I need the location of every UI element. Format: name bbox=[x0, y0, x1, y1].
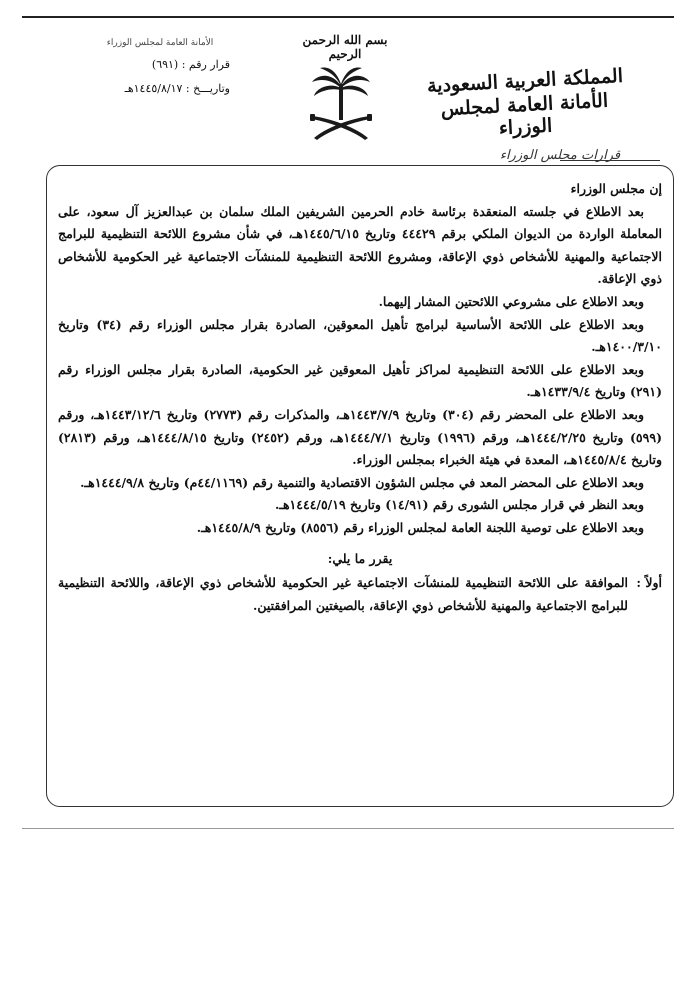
top-rule bbox=[22, 16, 674, 18]
item-text: الموافقة على اللائحة التنظيمية للمنشآت الاجتماعية غير الحكومية للأشخاص ذوي الإعاقة، واللائحة التنظيمية للبرامج الاجتماعية والمهنية للأشخاص ذوي الإعاقة، بالصيغتين المرافقتين. bbox=[58, 575, 628, 613]
decision-number: قرار رقم : (٦٩١) bbox=[151, 58, 230, 71]
paragraph-5: وبعد الاطلاع على المحضر رقم (٣٠٤) وتاريخ ١٤٤٣/٧/٩هـ، والمذكرات رقم (٢٧٧٣) وتاريخ ١٤٤٣/١٢/٦هـ، ورقم (٥٩٩) وتاريخ ١٤٤٤/٢/٢٥هـ، ورقم (١٩٩٦) وتاريخ ١٤٤٤/٧/١هـ، ورقم (٢٤٥٢) وتاريخ ١٤٤٤/٨/١٥هـ، ورقم (٢٨١٣) وتاريخ ١٤٤٥/٨/٤هـ، المعدة في هيئة الخبراء بمجلس الوزراء. bbox=[58, 406, 662, 468]
decision-item-1 bbox=[58, 572, 662, 617]
opening-line: إن مجلس الوزراء bbox=[570, 181, 662, 196]
decision-date: وتاريـــخ : ١٤٤٥/٨/١٧هـ bbox=[124, 82, 230, 95]
decisions-title: قرارات مجلس الوزراء bbox=[499, 148, 621, 163]
paragraph-6: وبعد الاطلاع على المحضر المعد في مجلس الشؤون الاقتصادية والتنمية رقم (٤٤/١١٦٩م) وتاريخ ١٤٤٤/٩/٨هـ. bbox=[80, 474, 644, 490]
decision-header bbox=[90, 38, 230, 106]
letterhead bbox=[420, 64, 630, 140]
paragraph-4: وبعد الاطلاع على اللائحة التنظيمية لمراكز تأهيل المعوقين غير الحكومية، الصادرة بقرار مجلس الوزراء رقم (٢٩١) وتاريخ ١٤٣٣/٩/٤هـ. bbox=[58, 361, 662, 400]
decides-heading: يقرر ما يلي: bbox=[327, 550, 393, 566]
decision-body bbox=[58, 178, 662, 617]
basmala: بسم الله الرحمن الرحيم bbox=[302, 33, 388, 61]
kingdom-name: المملكة العربية السعودية bbox=[426, 64, 624, 98]
paragraph-7: وبعد النظر في قرار مجلس الشورى رقم (١٤/٩١) وتاريخ ١٤٤٤/٥/١٩هـ. bbox=[274, 497, 644, 513]
paragraph-2: وبعد الاطلاع على مشروعي اللائحتين المشار إليهما. bbox=[378, 293, 644, 309]
secretariat-name: الأمانة العامة لمجلس الوزراء bbox=[440, 89, 609, 140]
secretariat-stamp: الأمانة العامة لمجلس الوزراء bbox=[106, 38, 214, 48]
bottom-rule bbox=[22, 828, 674, 829]
item-label: أولاً : bbox=[636, 575, 662, 591]
paragraph-8: وبعد الاطلاع على توصية اللجنة العامة لمجلس الوزراء رقم (٨٥٥٦) وتاريخ ١٤٤٥/٨/٩هـ. bbox=[196, 519, 644, 535]
paragraph-1: بعد الاطلاع في جلسته المنعقدة برئاسة خادم الحرمين الشريفين الملك سلمان بن عبدالعزيز آل سعود، على المعاملة الواردة من الديوان الملكي برقم ٤٤٤٢٩ وتاريخ ١٤٤٥/٦/١٥هـ، في شأن مشروع اللائحة التنظيمية للبرامج الاجتماعية والمهنية للأشخاص ذوي الإعاقة، ومشروع اللائحة التنظيمية للمنشآت الاجتماعية غير الحكومية للأشخاص ذوي الإعاقة. bbox=[58, 203, 663, 287]
paragraph-3: وبعد الاطلاع على اللائحة الأساسية لبرامج تأهيل المعوقين، الصادرة بقرار مجلس الوزراء رقم (٣٤) وتاريخ ١٤٠٠/٣/١٠هـ. bbox=[58, 316, 662, 355]
saudi-emblem-icon bbox=[308, 66, 374, 144]
